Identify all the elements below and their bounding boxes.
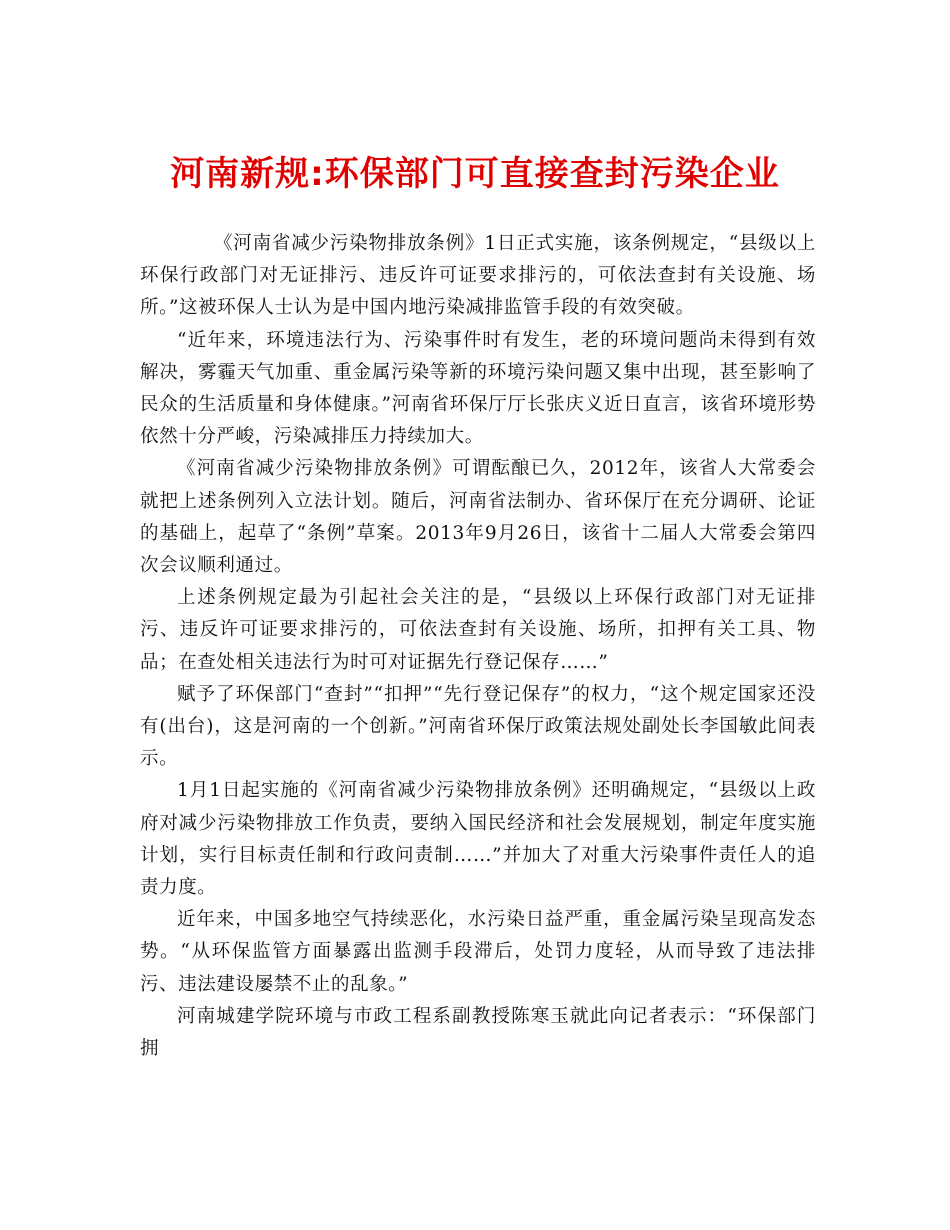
paragraph-1: 《河南省减少污染物排放条例》1日正式实施，该条例规定，“县级以上环保行政部门对无证排污、违反许可证要求排污的，可依法查封有关设施、场所。”这被环保人士认为是中国内地污染减排监管手段的有效突破。 [140,233,816,319]
article-body [140,228,816,1065]
paragraph-8: 河南城建学院环境与市政工程系副教授陈寒玉就此向记者表示：“环保部门拥 [140,1005,816,1060]
paragraph-3: 《河南省减少污染物排放条例》可谓酝酿已久，2012年，该省人大常委会就把上述条例列入立法计划。随后，河南省法制办、省环保厅在充分调研、论证的基础上，起草了“条例”草案。2013年9月26日，该省十二届人大常委会第四次会议顺利通过。 [140,458,816,577]
paragraph-2: “近年来，环境违法行为、污染事件时有发生，老的环境问题尚未得到有效解决，雾霾天气加重、重金属污染等新的环境污染问题又集中出现，甚至影响了民众的生活质量和身体健康。”河南省环保厅厅长张庆义近日直言，该省环境形势依然十分严峻，污染减排压力持续加大。 [140,329,816,448]
paragraph-4: 上述条例规定最为引起社会关注的是，“县级以上环保行政部门对无证排污、违反许可证要求排污的，可依法查封有关设施、场所，扣押有关工具、物品；在查处相关违法行为时可对证据先行登记保存……” [140,587,816,673]
paragraph-6: 1月1日起实施的《河南省减少污染物排放条例》还明确规定，“县级以上政府对减少污染物排放工作负责，要纳入国民经济和社会发展规划，制定年度实施计划，实行目标责任制和行政问责制……”并加大了对重大污染事件责任人的追责力度。 [140,780,816,899]
page-title: 河南新规:环保部门可直接查封污染企业 [170,153,780,194]
paragraph-5: 赋予了环保部门“查封”“扣押”“先行登记保存”的权力，“这个规定国家还没有(出台)，这是河南的一个创新。”河南省环保厅政策法规处副处长李国敏此间表示。 [140,683,816,770]
paragraph-7: 近年来，中国多地空气持续恶化，水污染日益严重，重金属污染呈现高发态势。“从环保监管方面暴露出监测手段滞后，处罚力度轻，从而导致了违法排污、违法建设屡禁不止的乱象。” [140,909,816,995]
